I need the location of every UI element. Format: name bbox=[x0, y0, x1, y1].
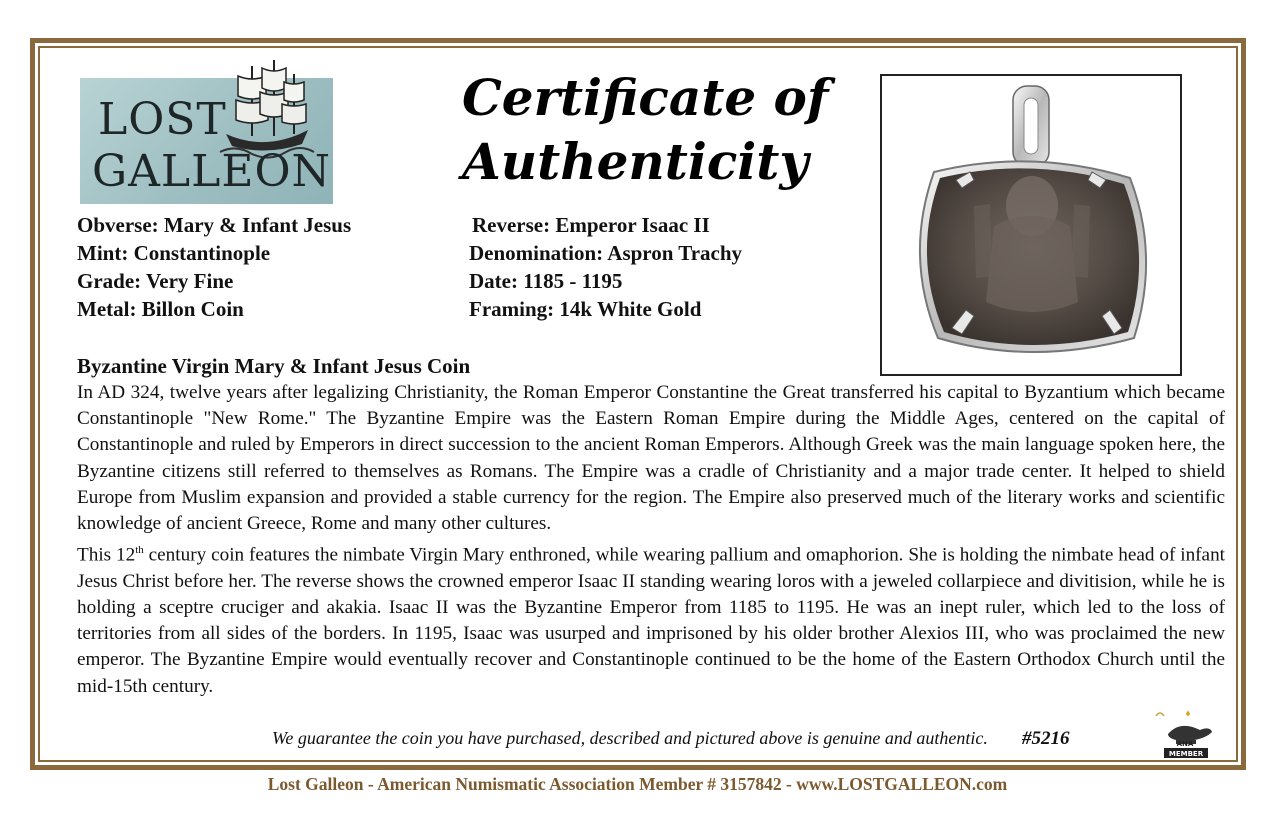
attribute-value: Billon Coin bbox=[141, 297, 244, 321]
attribute-value: Very Fine bbox=[146, 269, 234, 293]
attribute-value: Constantinople bbox=[133, 241, 271, 265]
guarantee-statement: We guarantee the coin you have purchased, described and pictured above is genuine and authentic. bbox=[272, 728, 988, 748]
attribute-grade bbox=[77, 269, 233, 294]
description-body bbox=[77, 380, 1225, 700]
attribute-metal bbox=[77, 297, 244, 322]
attribute-framing bbox=[469, 297, 701, 322]
paragraph-2-prefix: This 12 bbox=[77, 544, 136, 566]
paragraph-2-rest: century coin features the nimbate Virgin Mary enthroned, while wearing pallium and omaphorion. She is holding the nimbate head of infant Jesus Christ before her. The reverse shows the crowned emperor Isaac II standing wearing loros with a jeweled collarpiece and divitision, while he is holding a sceptre cruciger and akakia. Isaac II was the Byzantine Emperor from 1185 to 1195. He was an inept ruler, which led to the loss of territories from all sides of the borders. In 1195, Isaac was usurped and imprisoned by his older brother Alexios III, who was proclaimed the new emperor. The Byzantine Empire would eventually recover and Constantinople continued to be the home of the Eastern Orthodox Church until the mid-15th century. bbox=[77, 544, 1225, 697]
attribute-value: 14k White Gold bbox=[559, 297, 702, 321]
certificate-number: #5216 bbox=[1022, 728, 1070, 749]
description-paragraph-2 bbox=[77, 537, 1225, 700]
coin-photo bbox=[880, 74, 1182, 376]
attribute-reverse bbox=[472, 213, 710, 238]
badge-text-member: MEMBER bbox=[1168, 750, 1204, 758]
attribute-value: 1185 - 1195 bbox=[523, 269, 623, 293]
description-paragraph-1: In AD 324, twelve years after legalizing Christianity, the Roman Emperor Constantine the Great transferred his capital to Byzantium which became Constantinople "New Rome." The Byzantine Empire was the Eastern Roman Empire during the Middle Ages, centered on the capital of Constantinople and ruled by Emperors in direct succession to the ancient Roman Emperors. Although Greek was the main language spoken here, the Byzantine citizens still referred to themselves as Romans. The Empire was a cradle of Christianity and a major trade center. It helped to shield Europe from Muslim expansion and provided a stable currency for the region. The Empire also preserved much of the literary works and scientific knowledge of ancient Greece, Rome and many other cultures. bbox=[77, 382, 1225, 535]
ana-member-badge bbox=[1150, 708, 1220, 760]
certificate-title bbox=[462, 66, 842, 194]
attribute-mint bbox=[77, 241, 270, 266]
attribute-date bbox=[469, 269, 622, 294]
attribute-value: Aspron Trachy bbox=[607, 241, 743, 265]
attribute-label: Reverse: bbox=[472, 213, 551, 237]
title-line-1: Certificate of bbox=[462, 68, 829, 127]
badge-text-ana: ANA bbox=[1176, 740, 1194, 748]
attribute-label: Date: bbox=[469, 269, 518, 293]
title-line-2: Authenticity bbox=[462, 132, 809, 191]
attribute-value: Emperor Isaac II bbox=[555, 213, 710, 237]
attribute-label: Grade: bbox=[77, 269, 142, 293]
ordinal-suffix: th bbox=[135, 544, 144, 557]
logo-text-lost: LOST bbox=[98, 94, 227, 145]
attribute-value: Mary & Infant Jesus bbox=[163, 213, 352, 237]
attribute-obverse bbox=[77, 213, 351, 238]
attribute-label: Metal: bbox=[77, 297, 137, 321]
coin-pendant-image bbox=[882, 76, 1180, 374]
lost-galleon-logo bbox=[80, 78, 333, 204]
attribute-label: Denomination: bbox=[469, 241, 604, 265]
description-heading: Byzantine Virgin Mary & Infant Jesus Coin bbox=[77, 354, 471, 378]
attribute-label: Mint: bbox=[77, 241, 129, 265]
logo-text-galleon: GALLEON bbox=[92, 146, 332, 197]
attribute-denomination bbox=[469, 241, 742, 266]
attribute-label: Framing: bbox=[469, 297, 555, 321]
attribute-label: Obverse: bbox=[77, 213, 159, 237]
footer-text: Lost Galleon - American Numismatic Association Member # 3157842 - www.LOSTGALLEON.com bbox=[267, 774, 1008, 794]
oil-lamp-icon bbox=[1150, 708, 1220, 760]
